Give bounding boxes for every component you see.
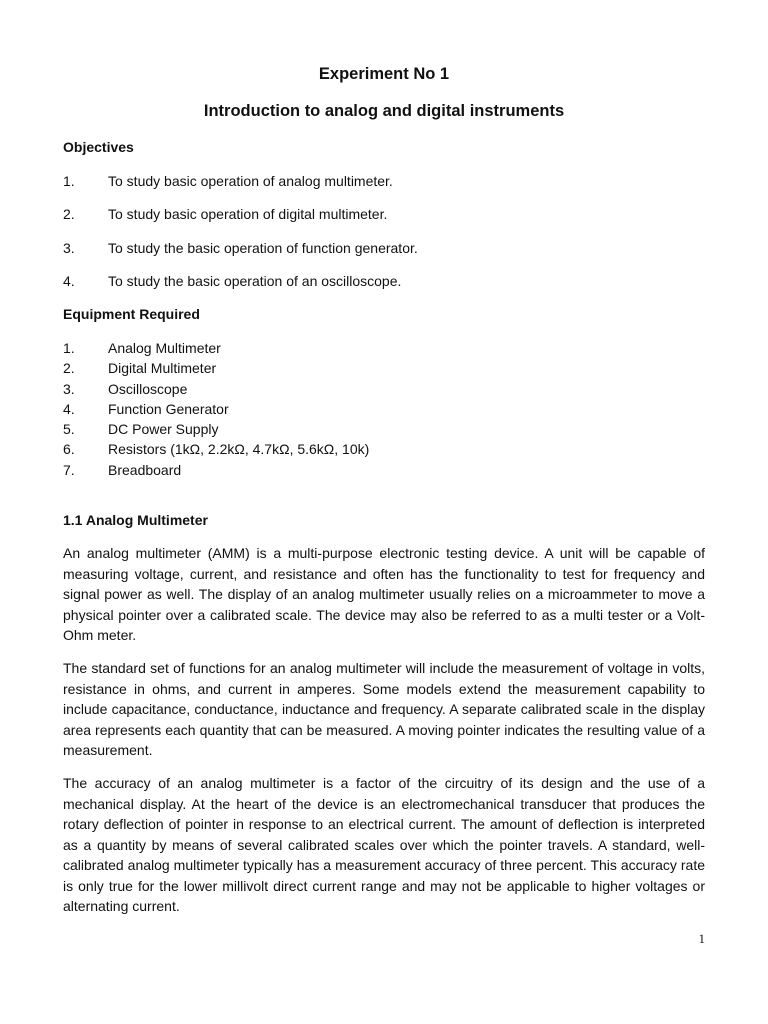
list-item-number: 2. <box>63 206 75 223</box>
list-item-text: Breadboard <box>108 461 182 478</box>
page-number: 1 <box>698 931 705 946</box>
list-item-text: To study basic operation of digital multimeter. <box>108 206 388 223</box>
list-item-number: 5. <box>63 421 75 438</box>
list-item-number: 2. <box>63 360 75 377</box>
list-item-text: To study the basic operation of function generator. <box>108 239 418 256</box>
list-item-number: 1. <box>63 173 75 189</box>
objectives-heading: Objectives <box>63 139 134 155</box>
list-item-text: Function Generator <box>108 400 229 417</box>
list-item-number: 1. <box>63 340 75 356</box>
paragraph: An analog multimeter (AMM) is a multi-purpose electronic testing device. A unit will be capable of measuring voltage, current, and resistance and often has the functionality to test for frequency and signal power as well. The display of an analog multimeter usually relies on a microammeter to move a physical pointer over a calibrated scale. The device may also be referred to as a multi tester or a Volt-Ohm meter. <box>63 545 705 643</box>
page-title: Experiment No 1 <box>318 65 450 83</box>
page-subtitle: Introduction to analog and digital instruments <box>203 102 565 120</box>
section-heading: 1.1 Analog Multimeter <box>63 512 208 528</box>
paragraph: The standard set of functions for an analog multimeter will include the measurement of voltage in volts, resistance in ohms, and current in amperes. Some models extend the measurement capability to include capacitance, conductance, inductance and frequency. A separate calibrated scale in the display area represents each quantity that can be measured. A moving pointer indicates the resulting value of a measurement. <box>63 660 705 758</box>
list-item-text: Oscilloscope <box>108 380 188 397</box>
list-item-text: To study basic operation of analog multimeter. <box>108 173 393 189</box>
list-item-text: Digital Multimeter <box>108 360 217 377</box>
list-item-text: Analog Multimeter <box>108 340 221 356</box>
list-item-number: 4. <box>63 400 75 417</box>
list-item-number: 3. <box>63 380 75 397</box>
list-item-number: 6. <box>63 441 75 458</box>
list-item-number: 4. <box>63 273 75 290</box>
list-item-text: To study the basic operation of an oscilloscope. <box>108 273 402 290</box>
equipment-heading: Equipment Required <box>63 306 200 322</box>
list-item-text: Resistors (1kΩ, 2.2kΩ, 4.7kΩ, 5.6kΩ, 10k) <box>108 441 370 458</box>
list-item-number: 7. <box>63 461 75 478</box>
paragraph: The accuracy of an analog multimeter is a factor of the circuitry of its design and the use of a mechanical display. At the heart of the device is an electromechanical transducer that produces the rotary deflection of pointer in response to an electrical current. The amount of deflection is interpreted as a quantity by means of several calibrated scales over which the pointer travels. A standard, well-calibrated analog multimeter typically has a measurement accuracy of three percent. This accuracy rate is only true for the lower millivolt direct current range and may not be applicable to higher voltages or alternating current. <box>63 775 705 914</box>
list-item-text: DC Power Supply <box>108 421 219 438</box>
list-item-number: 3. <box>63 239 75 256</box>
